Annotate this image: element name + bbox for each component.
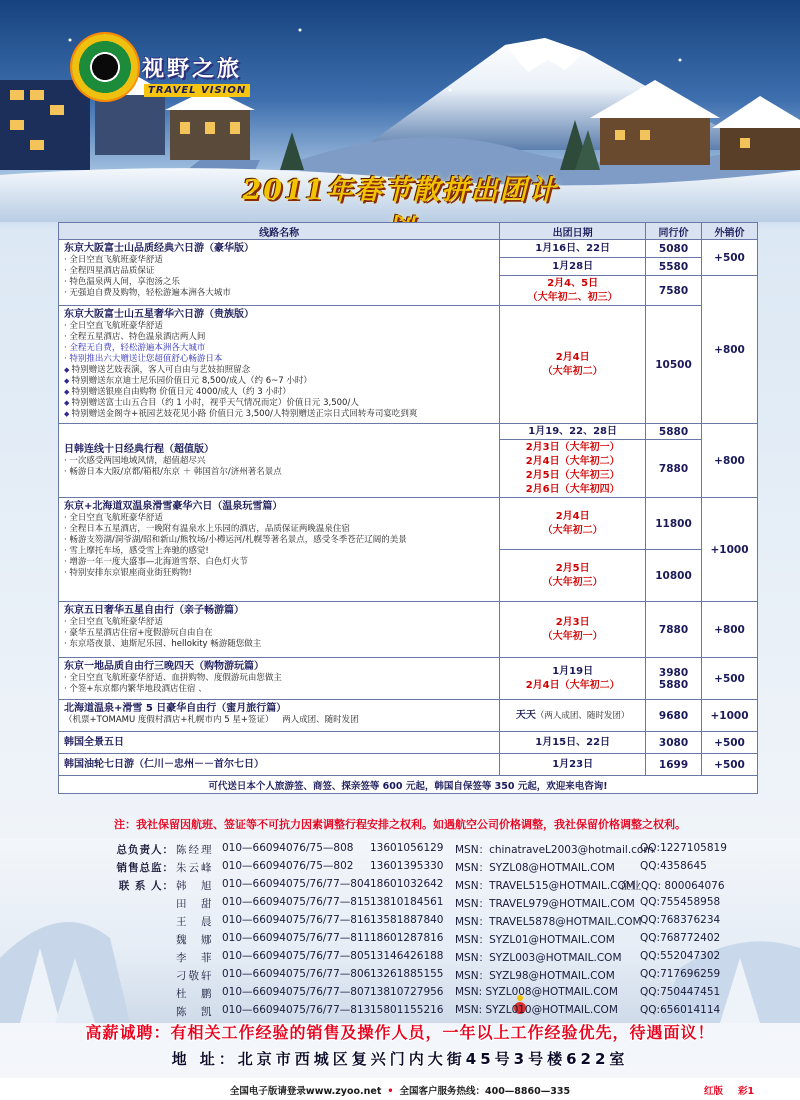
peer-price: 3080 (646, 732, 702, 754)
departure-date (500, 602, 646, 658)
contact-msn: MSN：chinatraveL2003@hotmail.com (455, 844, 654, 856)
tour-feature: · 全日空直飞航班豪华舒适、血拼购物、度假游玩由您做主 (64, 673, 282, 683)
contact-mobile: 13810727956 (370, 986, 444, 998)
departure-date (500, 658, 646, 700)
contact-row (0, 842, 800, 858)
tour-feature: · 全日空直飞航班豪华舒适 (64, 617, 163, 627)
departure-date: 1月28日 (500, 258, 646, 276)
tour-feature: · 全程五星酒店、特色温泉酒店两人间 (64, 332, 206, 342)
tour-title: 东京一地品质自由行三晚四天（购物游玩篇） (64, 661, 264, 672)
contact-row (0, 878, 800, 894)
tour-feature: · 全日空直飞航班豪华舒适 (64, 321, 163, 331)
departure-date: 1月15日、22日 (500, 732, 646, 754)
contact-name: 杜 鹏 (176, 988, 214, 1000)
date-line: 2月4、5日 (547, 277, 599, 289)
header-route-name: 线路名称 (59, 223, 500, 240)
departure-date: 1月23日 (500, 754, 646, 776)
retail-surcharge: +800 (702, 602, 758, 658)
contact-phone: 010—66094075/76/77—813 (222, 1004, 371, 1016)
tour-feature: · 特别安排东京银座商业街狂购物! (64, 568, 192, 578)
tour-feature: · 豪华五星酒店住宿+度假游玩自由自在 (64, 628, 213, 638)
contact-qq: QQ:717696259 (640, 968, 721, 980)
price-line: 3980 (658, 666, 689, 679)
table-row (59, 306, 758, 424)
date-line: 2月6日（大年初四） (525, 483, 620, 495)
page-title: 2011年春节散拼出团计 (242, 175, 558, 206)
contact-qq: 企业QQ: 800064076 (620, 880, 725, 892)
contact-mobile: 13810184561 (370, 896, 444, 908)
page-number: 彩1 (738, 1086, 755, 1097)
contact-name: 王 晨 (176, 916, 214, 928)
peer-price: 5580 (646, 258, 702, 276)
date-line: （大年初一） (542, 630, 603, 642)
contact-row (0, 986, 800, 1002)
table-row (59, 732, 758, 754)
contact-row (0, 914, 800, 930)
table-row (59, 700, 758, 732)
contact-mobile: 13146426188 (370, 950, 444, 962)
tour-feature: · 特别推出六大赠送让您超值舒心畅游日本 (64, 354, 223, 364)
table-row (59, 754, 758, 776)
table-footer-row (59, 776, 758, 794)
contact-phone: 010—66094075/76/77—807 (222, 986, 371, 998)
contact-qq: QQ:552047302 (640, 950, 721, 962)
tour-feature: · 个签+东京都内繁华地段酒店住宿 、 (64, 684, 207, 694)
contact-role: 销售总监： (116, 862, 174, 874)
contact-mobile: 18601032642 (370, 878, 444, 890)
tour-title: 东京五日奢华五星自由行（亲子畅游篇） (64, 605, 244, 616)
tour-feature: · 特色温泉两人间，享泡汤之乐 (64, 277, 180, 287)
tour-title: 东京+北海道双温泉滑雪豪华六日（温泉玩雪篇） (64, 501, 283, 512)
tour-title: 东京大阪富士山五星奢华六日游（贵族版） (64, 309, 254, 320)
brand-logo (72, 26, 272, 106)
header-peer-price: 同行价 (646, 223, 702, 240)
tour-bonus: ◆ 特别赠送金阁寺+祇园艺妓花见小路 价值日元 3,500/人特别赠送正宗日式回转寿司宴吃到爽 (64, 409, 494, 420)
contact-name: 陈 凯 (176, 1006, 214, 1018)
date-line: 2月3日（大年初一） (525, 441, 620, 453)
date-line: 2月4日（大年初二） (525, 455, 620, 467)
retail-surcharge: +800 (702, 276, 758, 424)
tour-description (59, 700, 500, 732)
tour-package-contents: （机票+TOMAMU 度假村酒店+札幌市内 5 星+签证） (64, 715, 274, 725)
contact-row (0, 968, 800, 984)
contact-qq: QQ:1227105819 (640, 842, 727, 854)
contact-name: 李 菲 (176, 952, 214, 964)
tour-title: 韩国油轮七日游（仁川－忠州－－首尔七日） (64, 759, 264, 770)
tour-feature: · 全程无自费，轻松游遍本洲各大城市 (64, 343, 206, 353)
contact-qq: QQ:656014114 (640, 1004, 721, 1016)
contact-mobile: 13601056129 (370, 842, 444, 854)
table-row (59, 240, 758, 258)
peer-price: 7880 (646, 440, 702, 498)
tour-feature: · 一次感受两国地域风情，超值超尽兴 (64, 456, 206, 466)
date-line: （大年初二） (542, 365, 603, 377)
contact-name: 韩 旭 (176, 880, 214, 892)
retail-surcharge: +500 (702, 240, 758, 276)
date-line: （大年初二） (542, 524, 603, 536)
date-line: （大年初三） (542, 576, 603, 588)
peer-price: 7580 (646, 276, 702, 306)
contact-mobile: 13261885155 (370, 968, 444, 980)
tour-feature: · 全程四星酒店品质保证 (64, 266, 155, 276)
contact-row (0, 860, 800, 876)
disclaimer-notice: 注：我社保留因航班、签证等不可抗力因素调整行程安排之权利。如遇航空公司价格调整，我社保留价格调整之权利。 (114, 818, 686, 831)
peer-price: 5080 (646, 240, 702, 258)
departure-date (500, 276, 646, 306)
contact-qq: QQ:768772402 (640, 932, 721, 944)
contact-role: 总负责人： (116, 844, 174, 856)
contact-qq: QQ:755458958 (640, 896, 721, 908)
brand-name-english: TRAVEL VISION (144, 84, 250, 97)
tour-group-note: 两人成团、随时发团 (282, 715, 359, 725)
peer-price: 11800 (646, 498, 702, 550)
contact-msn: MSN: SYZL008@HOTMAIL.COM (455, 986, 618, 998)
tour-bonus: ◆ 特别赠送银座自由购物 价值日元 4000/成人（约 3 小时） (64, 387, 494, 398)
retail-surcharge: +1000 (702, 700, 758, 732)
tour-feature: · 全日空直飞航班豪华舒适 (64, 513, 163, 523)
date-line: 2月3日 (555, 616, 590, 628)
tour-feature: · 雪上摩托车场，感受雪上奔驰的感觉! (64, 546, 209, 556)
retail-surcharge: +1000 (702, 498, 758, 602)
date-line: 2月4日 (555, 351, 590, 363)
tour-description (59, 424, 500, 498)
tour-title: 日韩连线十日经典行程（超值版） (64, 444, 214, 455)
contact-name: 田 甜 (176, 898, 214, 910)
peer-price: 10800 (646, 550, 702, 602)
tour-title: 东京大阪富士山品质经典六日游（豪华版） (64, 243, 254, 254)
date-line: 2月4日 (555, 510, 590, 522)
contact-qq: QQ:4358645 (640, 860, 707, 872)
peer-price: 7880 (646, 602, 702, 658)
contact-msn: MSN：SYZL98@HOTMAIL.COM (455, 970, 615, 982)
contact-phone: 010—66094076/75—802 (222, 860, 354, 872)
website-link[interactable]: 全国电子版请登录www.zyoo.net (229, 1086, 382, 1097)
peer-price: 1699 (646, 754, 702, 776)
tour-bonus: ◆ 特别赠送富士山五合目（约 1 小时，视乎天气情况而定）价值日元 3,500/人 (64, 398, 494, 409)
contact-mobile: 15801155216 (370, 1004, 444, 1016)
departure-date (500, 700, 646, 732)
tour-feature: · 东京塔夜景、迪斯尼乐园、hellokity 畅游随您做主 (64, 639, 262, 649)
contact-row (0, 896, 800, 912)
tour-title: 韩国全景五日 (64, 737, 124, 748)
contact-msn: MSN：TRAVEL515@HOTMAIL.COM (455, 880, 635, 892)
contact-phone: 010—66094076/75—808 (222, 842, 354, 854)
date-line: 2月4日（大年初二） (525, 679, 620, 691)
tour-feature: · 增游一年一度大盛事—北海道雪祭、白色灯火节 (64, 557, 248, 567)
contact-qq: QQ:750447451 (640, 986, 721, 998)
tour-feature: · 无强迫自费及购物，轻松游遍本洲各大城市 (64, 288, 231, 298)
contact-row (0, 932, 800, 948)
tour-feature: · 畅游日本大阪/京都/箱根/东京 ＋ 韩国首尔/济州著名景点 (64, 467, 282, 477)
contact-msn: MSN: SYZL010@HOTMAIL.COM (455, 1004, 618, 1016)
tour-description (59, 498, 500, 602)
retail-surcharge: +500 (702, 732, 758, 754)
tour-feature (64, 715, 494, 726)
table-row (59, 498, 758, 550)
contact-name: 朱云峰 (176, 862, 214, 874)
contact-phone: 010—66094075/76/77—816 (222, 914, 371, 926)
contact-phone: 010—66094075/76/77—806 (222, 968, 371, 980)
contact-role: 联 系 人： (118, 880, 174, 892)
retail-surcharge: +800 (702, 424, 758, 498)
contact-msn: MSN：SYZL01@HOTMAIL.COM (455, 934, 615, 946)
table-row (59, 658, 758, 700)
contact-name: 魏 娜 (176, 934, 214, 946)
visa-service-note: 可代送日本个人旅游签、商签、探亲签等 600 元起，韩国自保签等 350 元起，欢迎来电咨询! (59, 776, 758, 794)
peer-price (646, 658, 702, 700)
contact-msn: MSN：SYZL08@HOTMAIL.COM (455, 862, 615, 874)
contact-msn: MSN：TRAVEL5878@HOTMAIL.COM (455, 916, 642, 928)
departure-date (500, 306, 646, 424)
departure-date (500, 550, 646, 602)
tour-bonus: ◆ 特别赠送艺妓表演，客人可自由与艺妓拍照留念 (64, 365, 494, 376)
contact-name: 刁敬轩 (176, 970, 214, 982)
contact-qq: QQ:768376234 (640, 914, 721, 926)
price-line: 5880 (658, 678, 689, 691)
date-line: 1月19日 (552, 665, 594, 677)
tour-feature: · 全日空直飞航班豪华舒适 (64, 255, 163, 265)
footer-contact-line (0, 1083, 800, 1097)
contact-msn: MSN：TRAVEL979@HOTMAIL.COM (455, 898, 635, 910)
contact-mobile: 13601395330 (370, 860, 444, 872)
contact-phone: 010—66094075/76/77—811 (222, 932, 371, 944)
tour-description (59, 306, 500, 424)
tour-feature: · 畅游支笏湖/洞爷湖/昭和新山/熊牧场/小樽运河/札幌等著名景点，感受冬季苍茫辽阔的美景 (64, 535, 407, 545)
table-row (59, 602, 758, 658)
office-address: 地 址：北京市西城区复兴门内大街45号3号楼622室 (171, 1050, 629, 1068)
header-retail-price: 外销价 (702, 223, 758, 240)
eye-logo-icon (72, 34, 138, 100)
contact-name: 陈经理 (176, 844, 214, 856)
peer-price: 10500 (646, 306, 702, 424)
date-note: （两人成团、随时发团） (535, 710, 630, 721)
contact-section (0, 838, 800, 1023)
contact-msn: MSN：SYZL003@HOTMAIL.COM (455, 952, 622, 964)
separator-dot-icon: • (387, 1086, 394, 1097)
table-row (59, 424, 758, 440)
tour-description (59, 732, 500, 754)
hiring-banner: 高薪诚聘：有相关工作经验的销售及操作人员，一年以上工作经验优先，待遇面议！ (85, 1023, 715, 1042)
header-departure-date: 出团日期 (500, 223, 646, 240)
edition-label: 红版 (704, 1086, 724, 1097)
tour-description (59, 754, 500, 776)
tour-bonus: ◆ 特别赠送东京迪士尼乐园价值日元 8,500/成人（约 6~7 小时） (64, 376, 494, 387)
hero-banner (0, 0, 800, 222)
hotline-text: 全国客户服务热线：400—8860—335 (399, 1086, 571, 1097)
contact-phone: 010—66094075/76/77—805 (222, 950, 371, 962)
date-line: 2月5日（大年初三） (525, 469, 620, 481)
departure-date: 1月16日、22日 (500, 240, 646, 258)
departure-date (500, 440, 646, 498)
page-footer (0, 1078, 800, 1100)
peer-price: 9680 (646, 700, 702, 732)
departure-date: 1月19、22、28日 (500, 424, 646, 440)
contact-phone: 010—66094075/76/77—815 (222, 896, 371, 908)
tour-description (59, 240, 500, 306)
tour-description (59, 602, 500, 658)
contact-row (0, 1004, 800, 1020)
table-header-row (59, 223, 758, 240)
retail-surcharge: +500 (702, 658, 758, 700)
date-line: 2月5日 (555, 562, 590, 574)
tour-title: 北海道温泉+滑雪 5 日豪华自由行（蜜月旅行篇） (64, 703, 287, 714)
brand-name: 视野之旅 (142, 56, 243, 82)
tour-description (59, 658, 500, 700)
contact-mobile: 13581887840 (370, 914, 444, 926)
contact-mobile: 18601287816 (370, 932, 444, 944)
retail-surcharge: +500 (702, 754, 758, 776)
tour-schedule-table (58, 222, 758, 794)
contact-row (0, 950, 800, 966)
contact-phone: 010—66094075/76/77—804 (222, 878, 371, 890)
peer-price: 5880 (646, 424, 702, 440)
departure-date (500, 498, 646, 550)
tour-feature: · 全程日本五星酒店，一晚附有温泉水上乐园的酒店，品质保证两晚温泉住宿 (64, 524, 350, 534)
date-everyday: 天天 (515, 709, 536, 721)
date-line: （大年初二、初三） (527, 291, 618, 303)
